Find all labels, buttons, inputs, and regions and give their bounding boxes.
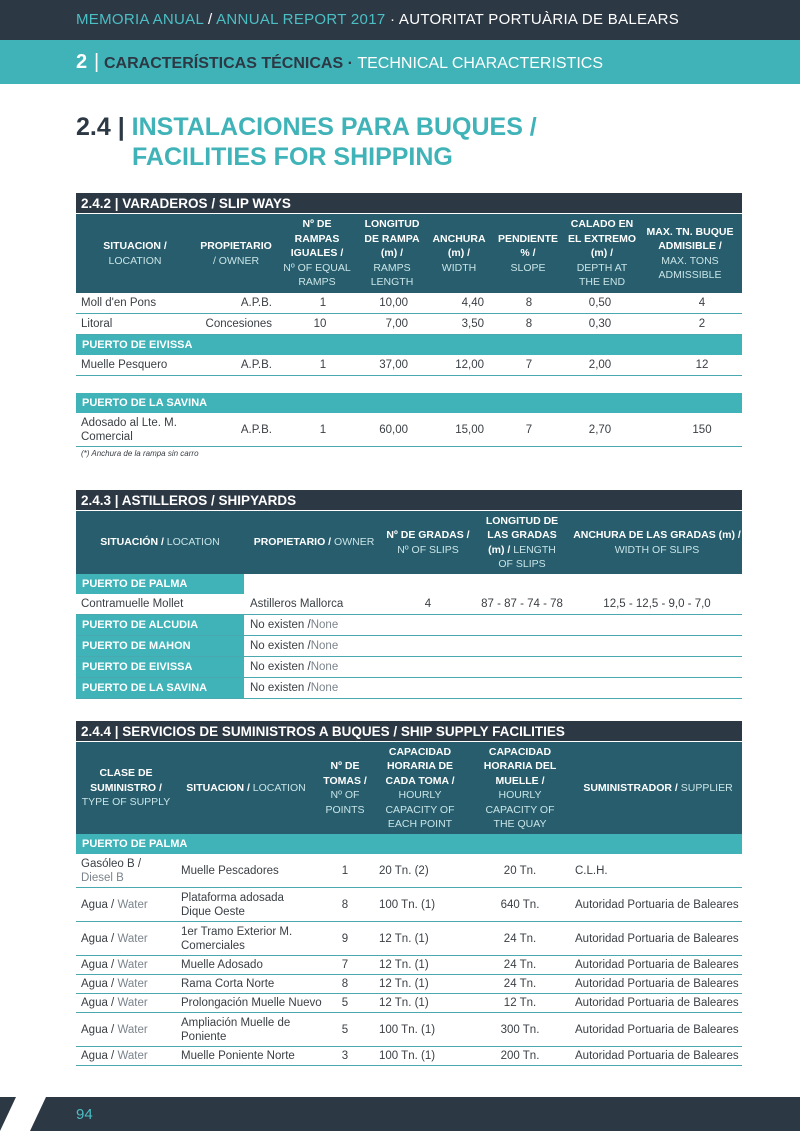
group-eivissa: PUERTO DE EIVISSA: [76, 335, 742, 355]
col-slip-length: LONGITUD DE LAS GRADAS (m) / LENGTH OF SLIPS: [485, 514, 559, 570]
table-row: Moll d'en Pons A.P.B. 1 10,00 4,40 8 0,50 4: [76, 293, 742, 314]
table-row: Agua / Water Muelle Poniente Norte 3 100 Tn. (1) 200 Tn. Autoridad Portuaria de Baleares: [76, 1047, 742, 1066]
table-row: PUERTO DE EIVISSA No existen / None: [76, 657, 742, 678]
table-row: Agua / Water Plataforma adosada Dique Oeste 8 100 Tn. (1) 640 Tn. Autoridad Portuaria de Baleares: [76, 888, 742, 922]
col-width: ANCHURA (m) / WIDTH: [432, 232, 486, 274]
table-row: Muelle Pesquero A.P.B. 1 37,00 12,00 7 2,00 12: [76, 355, 742, 376]
col-ramps: Nº DE RAMPAS IGUALES / Nº OF EQUAL RAMPS: [283, 218, 351, 289]
table-row: Agua / Water Muelle Adosado 7 12 Tn. (1) 24 Tn. Autoridad Portuaria de Baleares: [76, 956, 742, 975]
slipways-title: 2.4.2 | VARADEROS / SLIP WAYS: [76, 193, 742, 214]
report-header-text: MEMORIA ANUAL / ANNUAL REPORT 2017 · AUTORITAT PORTUÀRIA DE BALEARS: [76, 11, 680, 28]
shipyards-header: [76, 511, 742, 574]
supply-header: [76, 742, 742, 834]
report-header: [0, 0, 800, 40]
section-header: [0, 40, 800, 84]
col-cap-quay: CAPACIDAD HORARIA DEL MUELLE / HOURLY CAPACITY OF THE QUAY: [483, 745, 557, 830]
table-row: PUERTO DE ALCUDIA No existen / None: [76, 615, 742, 636]
shipyards-table: [76, 490, 742, 699]
col-max-tons: MAX. TN. BUQUE ADMISIBLE / MAX. TONS ADMISSIBLE: [646, 225, 734, 281]
shipyards-title: 2.4.3 | ASTILLEROS / SHIPYARDS: [76, 490, 742, 511]
col-type: CLASE DE SUMINISTRO / TYPE OF SUPPLY: [81, 767, 171, 809]
page-title: 2.4 | INSTALACIONES PARA BUQUES / FACILITIES FOR SHIPPING: [76, 113, 537, 171]
table-row: PUERTO DE MAHON No existen / None: [76, 636, 742, 657]
page-number: 94: [76, 1106, 93, 1123]
supply-table: [76, 721, 742, 1066]
group-palma: PUERTO DE PALMA: [76, 834, 742, 854]
group-savina: PUERTO DE LA SAVINA: [76, 393, 742, 413]
col-slip-width: ANCHURA DE LAS GRADAS (m) / WIDTH OF SLIPS: [573, 529, 741, 556]
footer-stripe-icon: [0, 1097, 60, 1131]
col-owner: PROPIETARIO / OWNER: [253, 536, 375, 549]
col-slope: PENDIENTE % / SLOPE: [497, 232, 559, 274]
section-title: CARACTERÍSTICAS TÉCNICAS · TECHNICAL CHARACTERISTICS: [104, 55, 603, 72]
slipways-table: [76, 193, 742, 461]
page-footer: [0, 1097, 800, 1131]
col-slips: Nº DE GRADAS / Nº OF SLIPS: [386, 529, 470, 556]
col-ramp-length: LONGITUD DE RAMPA (m) / RAMPS LENGTH: [364, 218, 420, 289]
slipways-note: (*) Anchura de la rampa sin carro: [81, 449, 199, 458]
col-points: Nº DE TOMAS / Nº OF POINTS: [323, 760, 367, 816]
table-row: Agua / Water 1er Tramo Exterior M. Comerciales 9 12 Tn. (1) 24 Tn. Autoridad Portuaria de Baleares: [76, 922, 742, 956]
col-location: SITUACION / LOCATION: [186, 781, 306, 794]
col-location: SITUACIÓN / LOCATION: [100, 536, 220, 549]
col-supplier: SUMINISTRADOR / SUPPLIER: [583, 781, 733, 794]
table-row: PUERTO DE LA SAVINA No existen / None: [76, 678, 742, 699]
col-owner: PROPIETARIO / OWNER: [200, 240, 272, 267]
col-cap-point: CAPACIDAD HORARIA DE CADA TOMA / HOURLY CAPACITY OF EACH POINT: [385, 745, 455, 830]
section-number: 2: [76, 51, 88, 73]
table-row: Agua / Water Rama Corta Norte 8 12 Tn. (1) 24 Tn. Autoridad Portuaria de Baleares: [76, 975, 742, 994]
section-separator: |: [94, 51, 100, 73]
table-row: Gasóleo B / Diesel B Muelle Pescadores 1 20 Tn. (2) 20 Tn. C.L.H.: [76, 854, 742, 888]
col-depth: CALADO EN EL EXTREMO (m) / DEPTH AT THE END: [567, 218, 637, 289]
slipways-header: [76, 214, 742, 293]
group-row: PUERTO DE PALMA: [76, 574, 742, 594]
col-location: SITUACION / LOCATION: [103, 240, 167, 267]
table-row: Contramuelle Mollet Astilleros Mallorca 4 87 - 87 - 74 - 78 12,5 - 12,5 - 9,0 - 7,0: [76, 594, 742, 615]
table-row: Agua / Water Prolongación Muelle Nuevo 5 12 Tn. (1) 12 Tn. Autoridad Portuaria de Baleares: [76, 994, 742, 1013]
table-row: Agua / Water Ampliación Muelle de Poniente 5 100 Tn. (1) 300 Tn. Autoridad Portuaria de Baleares: [76, 1013, 742, 1047]
table-row: Adosado al Lte. M. Comercial A.P.B. 1 60,00 15,00 7 2,70 150: [76, 413, 742, 447]
table-row: Litoral Concesiones 10 7,00 3,50 8 0,30 2: [76, 314, 742, 335]
supply-title: 2.4.4 | SERVICIOS DE SUMINISTROS A BUQUES / SHIP SUPPLY FACILITIES: [76, 721, 742, 742]
